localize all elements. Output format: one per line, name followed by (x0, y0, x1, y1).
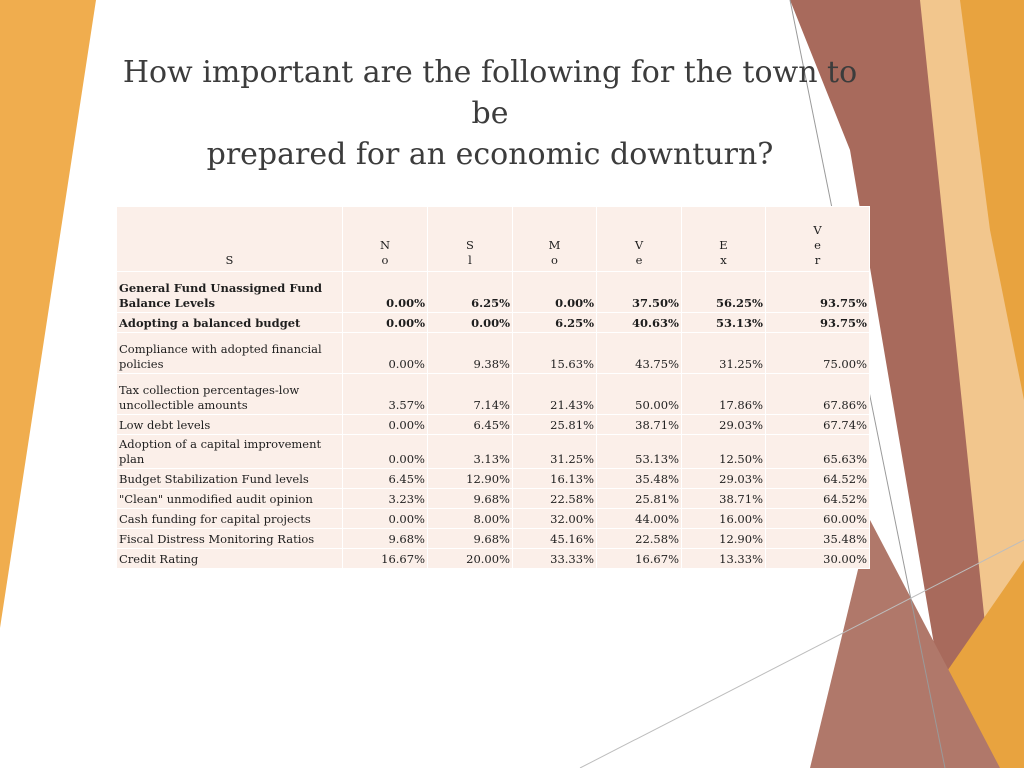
value-cell: 22.58% (513, 489, 597, 509)
table-row (117, 489, 870, 509)
value-cell: 67.86% (766, 374, 870, 415)
value-cell: 12.50% (682, 435, 766, 469)
header-statement (117, 207, 343, 272)
statement-text: Adopting a balanced budget (119, 316, 301, 330)
statement-text: uncollectible amounts (119, 398, 248, 412)
survey-table-container (116, 206, 869, 569)
value-cell: 93.75% (766, 313, 870, 333)
statement-text: Cash funding for capital projects (119, 512, 311, 526)
header-col-3 (513, 207, 597, 272)
value-cell: 33.33% (513, 549, 597, 569)
survey-table (116, 206, 870, 569)
header-text-line: o (551, 253, 558, 267)
statement-cell (117, 529, 343, 549)
value-cell: 17.86% (682, 374, 766, 415)
header-col-4 (597, 207, 682, 272)
value-cell: 12.90% (682, 529, 766, 549)
value-cell: 38.71% (597, 415, 682, 435)
table-row (117, 374, 870, 415)
statement-text: General Fund Unassigned Fund (119, 281, 323, 295)
statement-text: Balance Levels (119, 296, 215, 310)
value-cell: 67.74% (766, 415, 870, 435)
value-cell: 43.75% (597, 333, 682, 374)
value-cell: 8.00% (428, 509, 513, 529)
header-row (117, 207, 870, 272)
value-cell: 31.25% (513, 435, 597, 469)
value-cell: 29.03% (682, 415, 766, 435)
value-cell: 0.00% (513, 272, 597, 313)
header-col-5 (682, 207, 766, 272)
value-cell: 93.75% (766, 272, 870, 313)
statement-cell (117, 272, 343, 313)
statement-cell (117, 374, 343, 415)
table-row (117, 509, 870, 529)
value-cell: 45.16% (513, 529, 597, 549)
value-cell: 53.13% (682, 313, 766, 333)
value-cell: 0.00% (343, 509, 428, 529)
value-cell: 40.63% (597, 313, 682, 333)
value-cell: 75.00% (766, 333, 870, 374)
value-cell: 22.58% (597, 529, 682, 549)
table-row (117, 272, 870, 313)
header-text-line: r (814, 253, 821, 267)
value-cell: 6.45% (343, 469, 428, 489)
statement-cell (117, 469, 343, 489)
statement-text: Credit Rating (119, 552, 199, 566)
value-cell: 0.00% (343, 272, 428, 313)
value-cell: 6.25% (513, 313, 597, 333)
table-body (117, 272, 870, 569)
statement-cell (117, 415, 343, 435)
value-cell: 37.50% (597, 272, 682, 313)
value-cell: 65.63% (766, 435, 870, 469)
value-cell: 25.81% (597, 489, 682, 509)
statement-text: "Clean" unmodified audit opinion (119, 492, 313, 506)
value-cell: 9.68% (343, 529, 428, 549)
value-cell: 56.25% (682, 272, 766, 313)
value-cell: 15.63% (513, 333, 597, 374)
value-cell: 7.14% (428, 374, 513, 415)
value-cell: 6.45% (428, 415, 513, 435)
title-line-2: prepared for an economic downturn? (206, 137, 774, 172)
table-row (117, 313, 870, 333)
value-cell: 16.67% (343, 549, 428, 569)
value-cell: 20.00% (428, 549, 513, 569)
value-cell: 35.48% (597, 469, 682, 489)
header-text-line: x (720, 253, 727, 267)
value-cell: 12.90% (428, 469, 513, 489)
slide-title (100, 52, 880, 175)
table-row (117, 333, 870, 374)
header-text-line: N (379, 238, 391, 252)
header-text-line: S (225, 253, 234, 267)
table-row (117, 415, 870, 435)
value-cell: 30.00% (766, 549, 870, 569)
value-cell: 38.71% (682, 489, 766, 509)
statement-cell (117, 313, 343, 333)
table-row (117, 469, 870, 489)
value-cell: 0.00% (343, 415, 428, 435)
statement-text: Compliance with adopted financial (119, 342, 322, 356)
value-cell: 16.00% (682, 509, 766, 529)
value-cell: 3.13% (428, 435, 513, 469)
statement-text: Budget Stabilization Fund levels (119, 472, 309, 486)
value-cell: 0.00% (343, 435, 428, 469)
value-cell: 0.00% (428, 313, 513, 333)
value-cell: 29.03% (682, 469, 766, 489)
value-cell: 9.68% (428, 489, 513, 509)
header-text-line: V (634, 238, 644, 252)
left-orange-band (0, 0, 96, 628)
statement-text: Tax collection percentages-low (119, 383, 300, 397)
header-col-1 (343, 207, 428, 272)
header-text-line: V (813, 223, 822, 237)
header-text-line: l (468, 253, 472, 267)
statement-cell (117, 333, 343, 374)
value-cell: 3.23% (343, 489, 428, 509)
statement-text: Fiscal Distress Monitoring Ratios (119, 532, 315, 546)
value-cell: 0.00% (343, 333, 428, 374)
statement-text: Adoption of a capital improvement plan (119, 437, 322, 466)
header-text-line: M (548, 238, 561, 252)
table-row (117, 435, 870, 469)
value-cell: 32.00% (513, 509, 597, 529)
value-cell: 53.13% (597, 435, 682, 469)
value-cell: 31.25% (682, 333, 766, 374)
statement-text: Low debt levels (119, 418, 211, 432)
header-text-line: E (719, 238, 728, 252)
header-text-line: e (814, 238, 821, 252)
value-cell: 3.57% (343, 374, 428, 415)
header-text-line: e (635, 253, 643, 267)
value-cell: 35.48% (766, 529, 870, 549)
value-cell: 64.52% (766, 469, 870, 489)
statement-cell (117, 435, 343, 469)
statement-text: policies (119, 357, 164, 371)
header-col-6 (766, 207, 870, 272)
value-cell: 16.67% (597, 549, 682, 569)
value-cell: 60.00% (766, 509, 870, 529)
value-cell: 6.25% (428, 272, 513, 313)
header-text-line: S (466, 238, 474, 252)
value-cell: 9.68% (428, 529, 513, 549)
value-cell: 64.52% (766, 489, 870, 509)
value-cell: 50.00% (597, 374, 682, 415)
value-cell: 21.43% (513, 374, 597, 415)
statement-cell (117, 489, 343, 509)
title-line-1: How important are the following for the town to be (122, 55, 858, 131)
value-cell: 16.13% (513, 469, 597, 489)
value-cell: 13.33% (682, 549, 766, 569)
statement-cell (117, 509, 343, 529)
header-text-line: o (381, 253, 389, 267)
statement-cell (117, 549, 343, 569)
value-cell: 44.00% (597, 509, 682, 529)
value-cell: 25.81% (513, 415, 597, 435)
header-col-2 (428, 207, 513, 272)
value-cell: 0.00% (343, 313, 428, 333)
table-row (117, 529, 870, 549)
value-cell: 9.38% (428, 333, 513, 374)
table-row (117, 549, 870, 569)
